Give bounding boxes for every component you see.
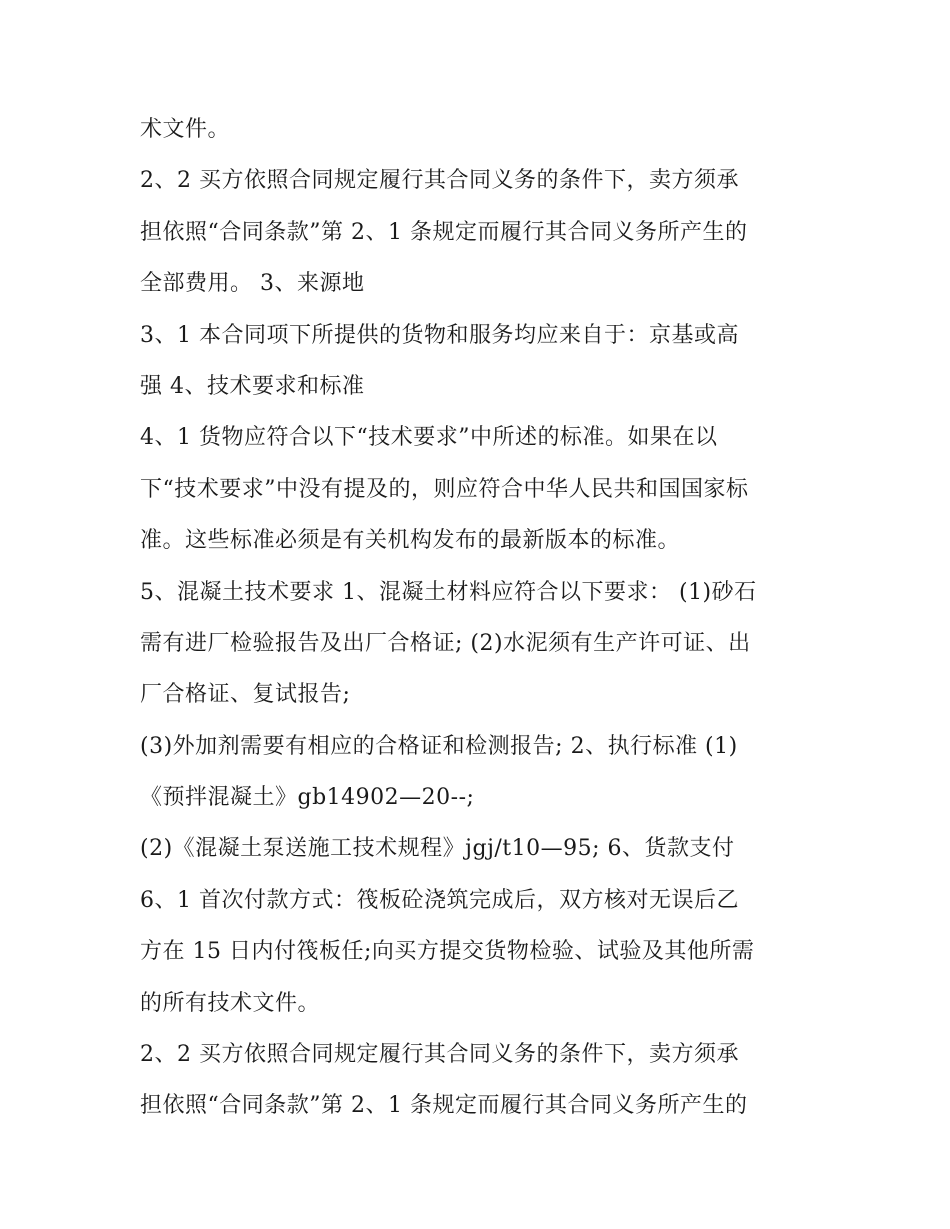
text-line: 担依照“合同条款”第 2、1 条规定而履行其合同义务所产生的 — [140, 1093, 748, 1119]
text-line: 6、1 首次付款方式：筏板砼浇筑完成后，双方核对无误后乙 — [140, 887, 739, 913]
text-line: 2、2 买方依照合同规定履行其合同义务的条件下，卖方须承 — [140, 1042, 739, 1068]
text-line: 3、1 本合同项下所提供的货物和服务均应来自于：京基或高 — [140, 322, 739, 348]
text-line: 《预拌混凝土》gb14902—20--; — [140, 785, 475, 811]
text-line: 需有进厂检验报告及出厂合格证; (2)水泥须有生产许可证、出 — [140, 630, 751, 656]
text-line: 的所有技术文件。 — [140, 990, 321, 1016]
text-line: (3)外加剂需要有相应的合格证和检测报告; 2、执行标准 (1) — [140, 733, 738, 759]
text-line: 厂合格证、复试报告; — [140, 682, 351, 708]
text-line: 下“技术要求”中没有提及的，则应符合中华人民共和国国家标 — [140, 476, 749, 502]
text-line: (2)《混凝土泵送施工技术规程》jgj/t10—95; 6、货款支付 — [140, 836, 735, 862]
text-line: 强 4、技术要求和标准 — [140, 373, 365, 399]
text-line: 方在 15 日内付筏板任;向买方提交货物检验、试验及其他所需 — [140, 939, 755, 965]
text-line: 准。这些标准必须是有关机构发布的最新版本的标准。 — [140, 528, 681, 554]
text-line: 4、1 货物应符合以下“技术要求”中所述的标准。如果在以 — [140, 425, 718, 451]
text-line: 全部费用。 3、来源地 — [140, 271, 365, 297]
text-line: 担依照“合同条款”第 2、1 条规定而履行其合同义务所产生的 — [140, 219, 748, 245]
text-line: 5、混凝土技术要求 1、混凝土材料应符合以下要求： (1)砂石 — [140, 579, 757, 605]
text-line: 术文件。 — [140, 117, 231, 142]
text-line: 2、2 买方依照合同规定履行其合同义务的条件下，卖方须承 — [140, 168, 739, 194]
document-body — [140, 104, 820, 1132]
